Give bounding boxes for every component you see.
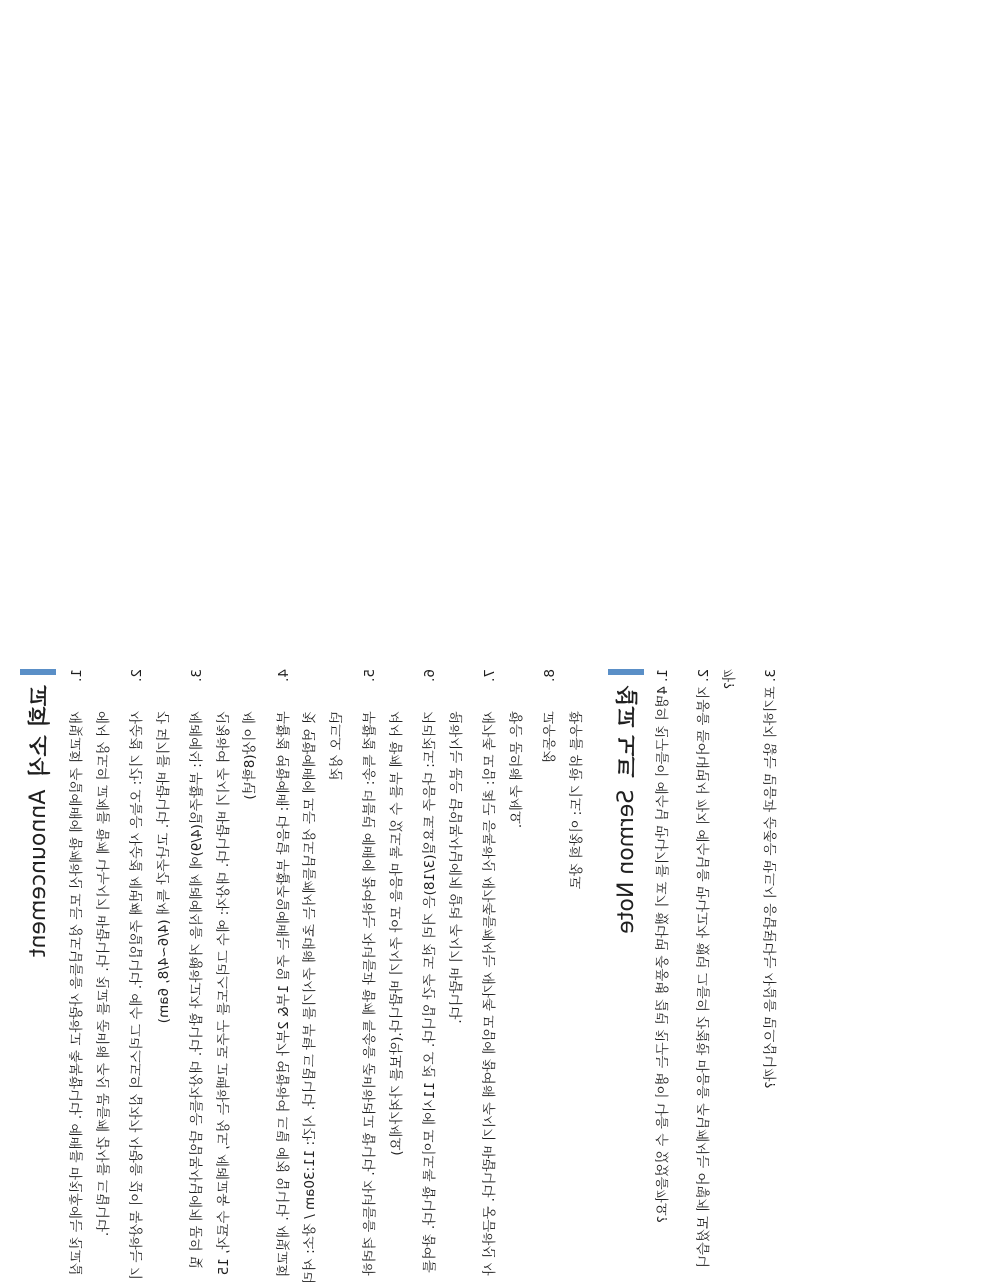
list-item — [417, 669, 470, 1286]
sermon-question: 1. 4명의 친구들이 예수님 만나기를 포기 했다면 중풍병 걸린 친구는 병이 나을 수 있었을까요? — [655, 669, 671, 1223]
item-text: 사순절 기간: 오늘은 사순절 세번째 주일입니다. 예수 그리스도의 십자가 사랑을 깊이 묵상하는 기간 되기를 바랍니다. 고난주간 특새 (4/6~4/8, 6am) — [129, 711, 172, 1280]
item-number: 6. — [422, 669, 438, 682]
item-number: 2. — [129, 669, 145, 682]
sermon-question-list — [650, 669, 784, 1286]
item-number: 3. — [189, 669, 205, 682]
list-item — [124, 669, 177, 1286]
sermon-title: 설교 노트 — [615, 685, 641, 778]
item-number: 8. — [542, 669, 558, 682]
item-text: 부활절 연합예배: 다음달 부활주일예배는 주일 1부& 2부가 연합하여 드릴 예정 입니다. 새빛교회 첫 연합예배에 모든 성도님들께서는 초대해 주시기를 부탁 드립니다. 시간: 11:30am / 장소: 셔리던드오 성전 — [275, 711, 345, 1285]
sermon-question: 3. 포기하지 않는 믿음과 순종은 반드시 응답된다는 사실을 믿으십니까? — [762, 669, 779, 1089]
item-text: 부활절 특송: 더블린 예배에 참여하는 자녀들과 함께 특송을 준비하려고 합니다. 자녀들을 격려하셔서 함께 부를 수 있도록 마음을 모아 주시기 바랍니다.(악보를 가져가세요) — [362, 711, 405, 1276]
list-item — [357, 669, 410, 1286]
item-number: 7. — [482, 669, 498, 682]
item-text: 새빛교회 주일예배에 함께하신 모든 성도님들을 사랑하고 축복합니다. 예배를 마친후에는 친교실에서 성도의 교제를 함께 나누시기 바랍니다. 친교를 준비해 주신 분들께 감사를 드립니다. — [69, 711, 112, 1276]
item-text: 새가족 모임: 최근 등록하신 새가족들께서는 새가족 모임에 참여해 주시기 바랍니다. 궁금하신 사항은 문의해 주세요. — [482, 711, 525, 1276]
list-item — [64, 669, 117, 1286]
item-number: 1. — [69, 669, 85, 682]
item-text: 교우동정 — [542, 711, 558, 764]
list-item — [477, 669, 530, 1286]
item-number: 4. — [275, 669, 292, 682]
sermon-question: 2. 지붕을 뜯어내면서 까지 예수님을 만나고자 했던 그들의 간절한 마음을 주님께서는 어떻게 보셨습니까? — [695, 669, 738, 1269]
item-number: 5. — [362, 669, 378, 682]
announcement-header — [20, 669, 56, 1286]
item-text: 세례예식: 부활주일(4/9)에 세례예식을 거행하고자 합니다. 대상자들은 담임목사님에게 문의 및 신청하여 주시기 바랍니다. 대상자: 예수 그리스도를 구주로 고백하는 성도, 세례교육 수료자, 15세 이상(8학년) — [189, 711, 258, 1276]
list-item — [271, 669, 351, 1286]
item-subtext: 환우를 위한 기도: 이창희 장로 — [568, 711, 585, 890]
announcement-title-en: Announcement — [25, 789, 51, 958]
announcement-list — [64, 669, 590, 1286]
list-item — [184, 669, 264, 1286]
sermon-title-en: Sermon Note — [613, 789, 639, 934]
announcement-title: 교회 소식 — [27, 685, 53, 778]
item-text: 거리전도: 다음주 토요일(3/18)은 거리 전도 주간 입니다. 오전 11시에 모이도록 합니다. 참여를 원하시는 분은 담임목사님에게 알려 주시기 바랍니다. — [422, 711, 465, 1273]
sermon-header — [608, 669, 644, 1286]
list-item — [537, 669, 590, 1286]
document-page — [0, 643, 1003, 1286]
